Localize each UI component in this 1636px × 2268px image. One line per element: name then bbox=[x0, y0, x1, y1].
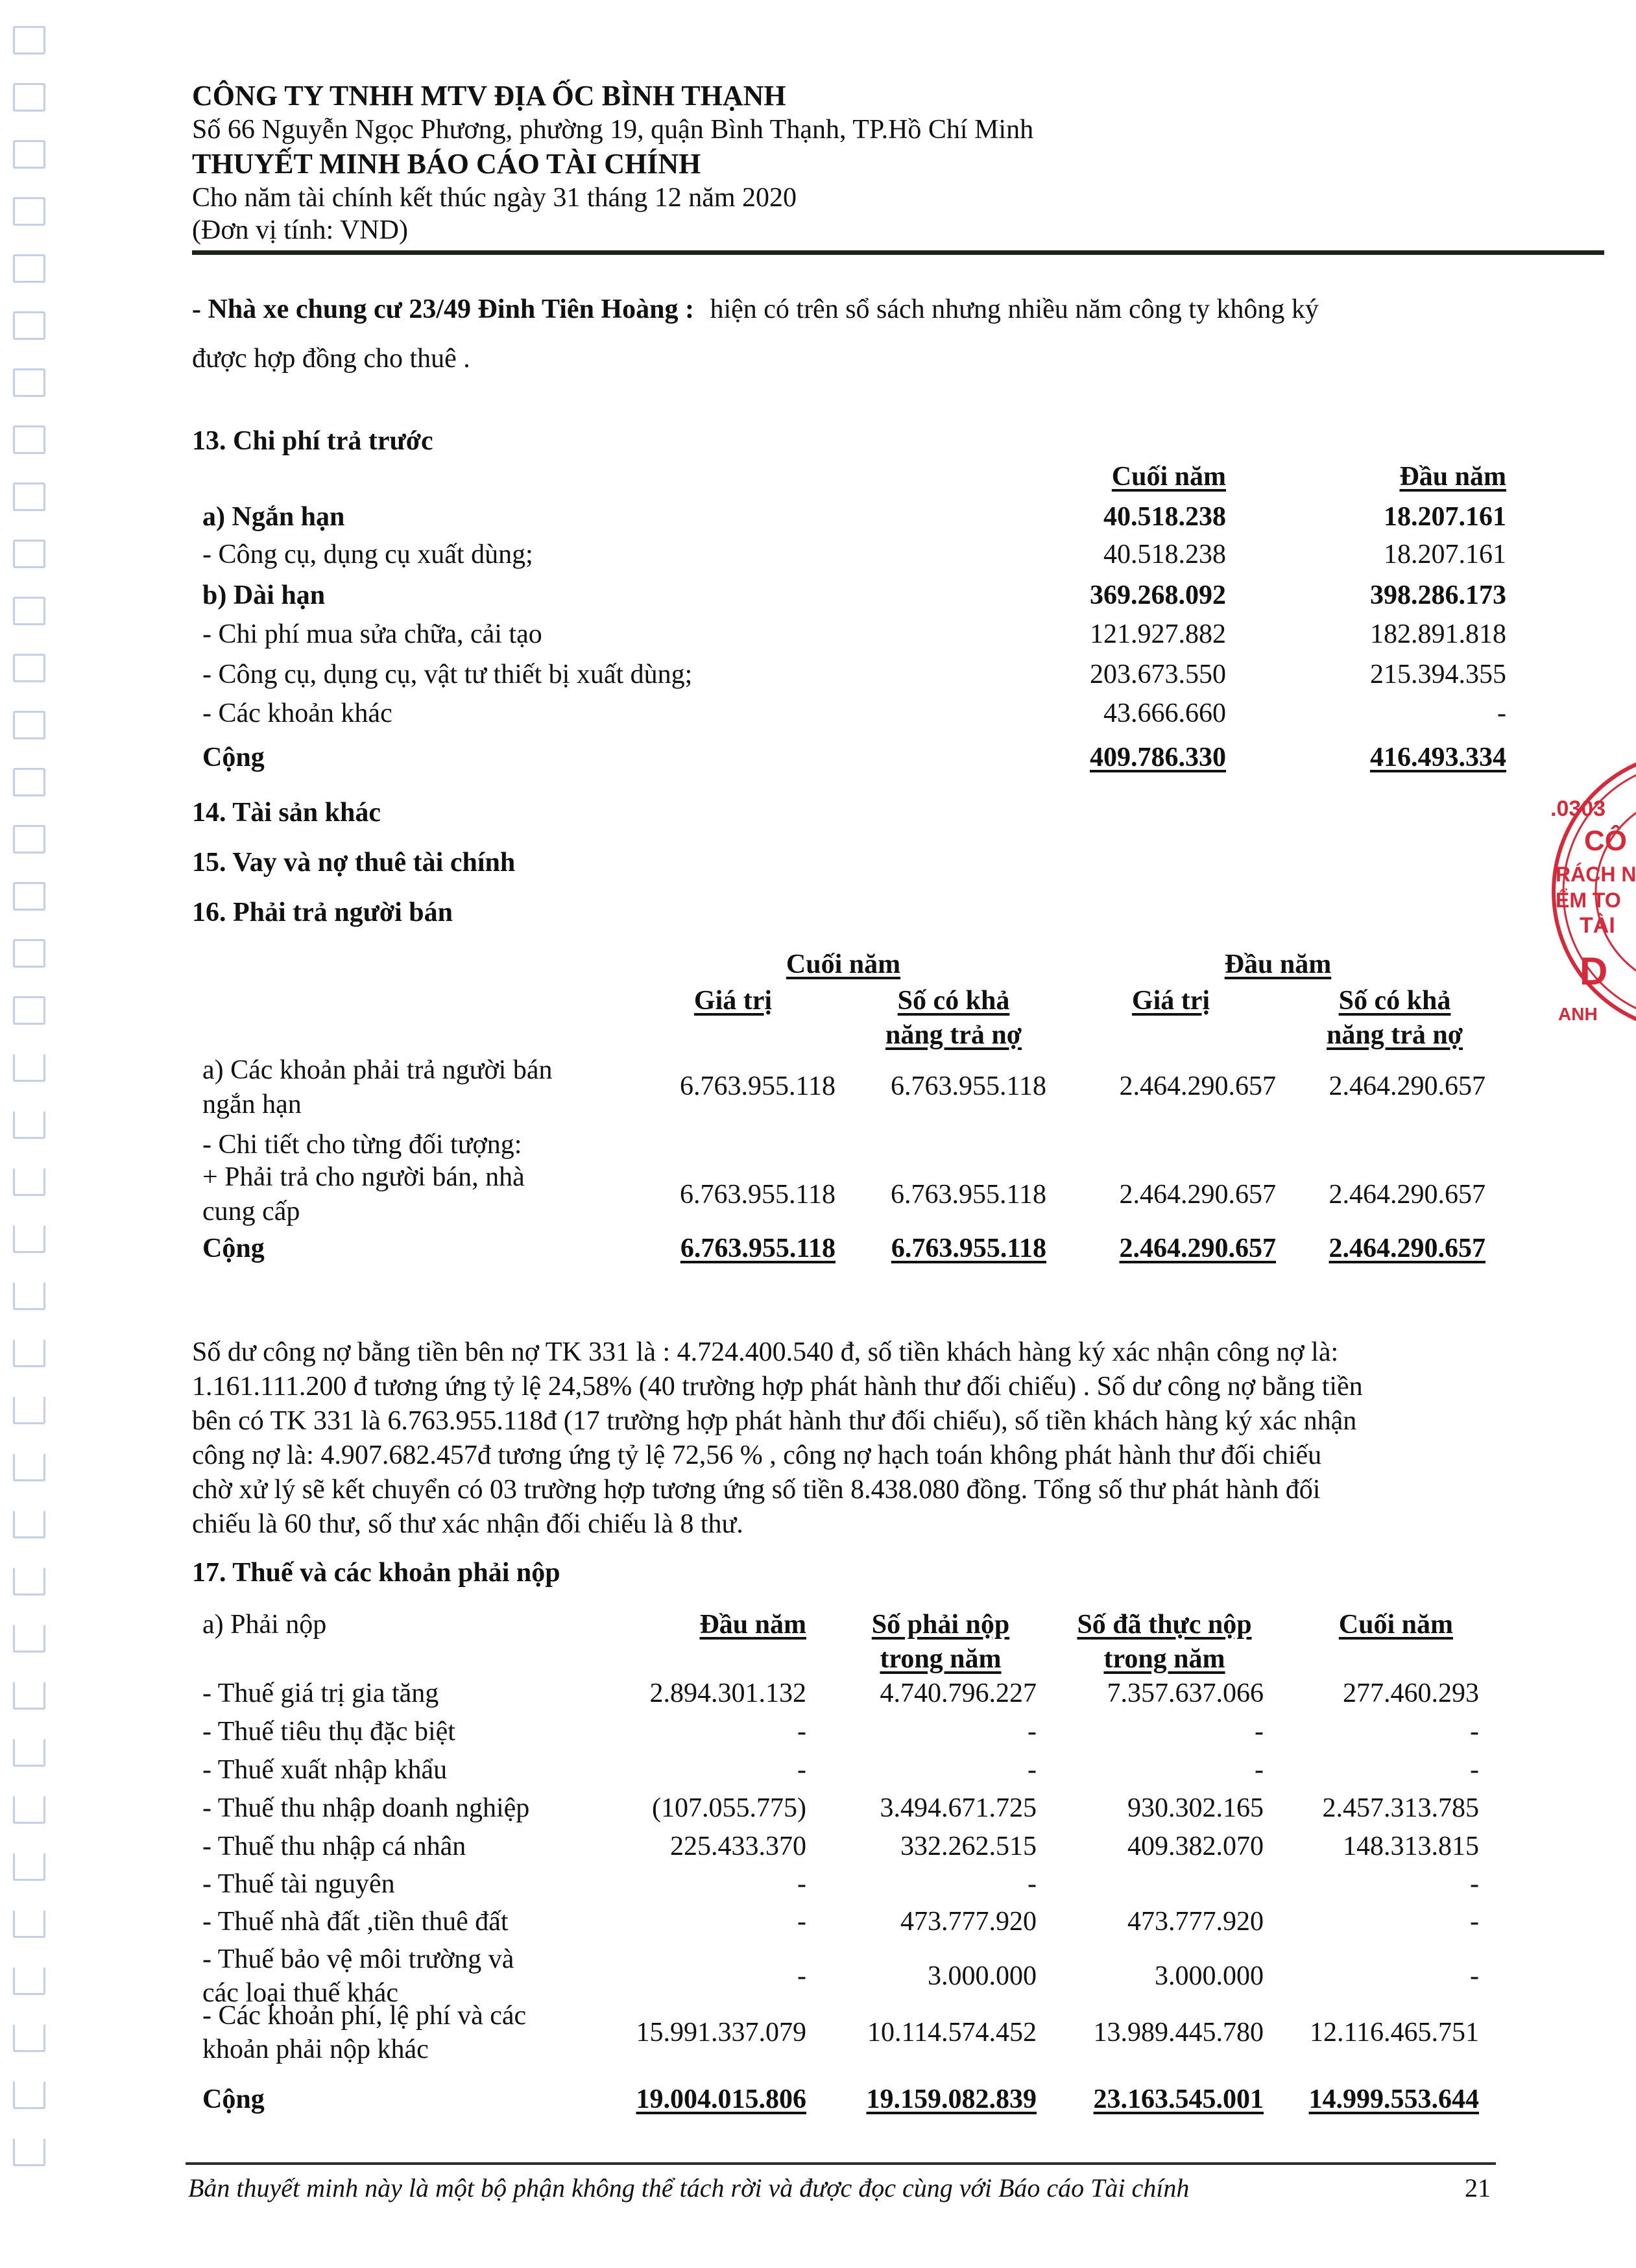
s17-col-paid-header-1: Số đã thực nộp bbox=[1077, 1610, 1252, 1640]
stamp-text-line: RÁCH N bbox=[1556, 863, 1636, 886]
report-title: THUYẾT MINH BÁO CÁO TÀI CHÍNH bbox=[192, 148, 701, 180]
s16-row-label-2: ngắn hạn bbox=[202, 1090, 302, 1119]
s17-total-label: Cộng bbox=[202, 2084, 265, 2114]
s13-row-begin-value: - bbox=[1497, 698, 1506, 728]
s17-total-value: 19.159.082.839 bbox=[866, 2084, 1037, 2114]
section-14-heading: 14. Tài sản khác bbox=[192, 798, 381, 828]
section-15-heading: 15. Vay và nợ thuê tài chính bbox=[192, 848, 516, 877]
s17-row-value: 473.777.920 bbox=[900, 1907, 1037, 1937]
s16-total-label: Cộng bbox=[202, 1234, 265, 1263]
binder-hole-icon bbox=[13, 26, 45, 54]
binder-hole-icon bbox=[13, 1681, 45, 1710]
s17-row-value: - bbox=[1028, 1755, 1037, 1785]
s17-row-value: - bbox=[1470, 1755, 1479, 1785]
binder-hole-icon bbox=[13, 1167, 45, 1196]
s16-begin-payable-header-1: Số có khả bbox=[1338, 986, 1451, 1016]
s17-row-label-1: - Thuế giá trị gia tăng bbox=[202, 1678, 439, 1708]
s16-row-label-2: cung cấp bbox=[202, 1197, 300, 1226]
binder-hole-icon bbox=[13, 1510, 45, 1538]
intro-line-2: được hợp đồng cho thuê . bbox=[192, 344, 470, 374]
s17-subheading: a) Phải nộp bbox=[202, 1610, 327, 1640]
s17-row-value: 4.740.796.227 bbox=[880, 1678, 1037, 1708]
s17-row-value: - bbox=[797, 1869, 806, 1899]
s13-row-label: a) Ngắn hạn bbox=[202, 502, 345, 532]
s17-row-value: - bbox=[1028, 1717, 1037, 1747]
note-paragraph-line: Số dư công nợ bằng tiền bên nợ TK 331 là : 4.724.400.540 đ, số tiền khách hàng ký xác nhận công nợ là: bbox=[192, 1337, 1339, 1367]
binder-hole-icon bbox=[13, 1852, 45, 1881]
binder-hole-icon bbox=[13, 1966, 45, 1995]
s16-row-value: 2.464.290.657 bbox=[1119, 1071, 1276, 1101]
header-rule bbox=[192, 250, 1604, 255]
s17-row-value: - bbox=[797, 1907, 806, 1937]
binder-hole-icon bbox=[13, 1110, 45, 1139]
stamp-text-line: ỂM TO bbox=[1556, 889, 1621, 912]
s17-row-label-1: - Thuế bảo vệ môi trường và bbox=[202, 1944, 514, 1974]
s17-row-value: - bbox=[797, 1717, 806, 1747]
note-paragraph-line: 1.161.111.200 đ tương ứng tỷ lệ 24,58% (40 trường hợp phát hành thư đối chiếu) . Số dư công nợ bằng tiền bbox=[192, 1372, 1363, 1402]
s17-row-value: 930.302.165 bbox=[1127, 1793, 1264, 1823]
s17-col-payable-header-1: Số phải nộp bbox=[871, 1610, 1010, 1640]
binder-hole-icon bbox=[13, 1909, 45, 1938]
company-name: CÔNG TY TNHH MTV ĐỊA ỐC BÌNH THẠNH bbox=[192, 80, 786, 112]
s13-row-end-value: 369.268.092 bbox=[1090, 580, 1226, 610]
s16-row-value: 6.763.955.118 bbox=[891, 1180, 1046, 1210]
binder-hole-icon bbox=[13, 311, 45, 340]
stamp-text-line: .0303 bbox=[1550, 796, 1606, 821]
s17-row-value: - bbox=[1470, 1961, 1479, 1991]
report-period: Cho năm tài chính kết thúc ngày 31 tháng 12 năm 2020 bbox=[192, 183, 797, 213]
note-paragraph-line: chiếu là 60 thư, số thư xác nhận đối chiếu là 8 thư. bbox=[192, 1509, 743, 1539]
s17-col-paid-header-2: trong năm bbox=[1103, 1644, 1225, 1674]
s13-total-begin: 416.493.334 bbox=[1370, 743, 1506, 772]
s13-total-end: 409.786.330 bbox=[1090, 743, 1226, 772]
binder-hole-icon bbox=[13, 1624, 45, 1653]
s16-row-value: 2.464.290.657 bbox=[1329, 1071, 1486, 1101]
binder-hole-icon bbox=[13, 654, 45, 682]
s16-begin-value-header: Giá trị bbox=[1131, 986, 1210, 1016]
intro-line-1-rest: hiện có trên sổ sách nhưng nhiều năm công ty không ký bbox=[710, 294, 1319, 324]
s16-end-payable-header-1: Số có khả bbox=[897, 986, 1010, 1016]
footer-rule bbox=[186, 2162, 1496, 2165]
s17-total-value: 23.163.545.001 bbox=[1093, 2084, 1264, 2114]
s16-row-label-1: - Chi tiết cho từng đối tượng: bbox=[202, 1130, 522, 1160]
s13-row-end-value: 43.666.660 bbox=[1103, 698, 1226, 728]
binder-hole-icon bbox=[13, 425, 45, 454]
s13-row-begin-value: 215.394.355 bbox=[1370, 660, 1506, 689]
s13-row-end-value: 203.673.550 bbox=[1090, 660, 1226, 689]
section-13-heading: 13. Chi phí trả trước bbox=[192, 426, 433, 456]
s13-row-begin-value: 398.286.173 bbox=[1370, 580, 1506, 610]
s17-row-value: 2.894.301.132 bbox=[649, 1678, 806, 1708]
s16-row-label-1: a) Các khoản phải trả người bán bbox=[202, 1055, 553, 1085]
s17-row-label-1: - Thuế xuất nhập khẩu bbox=[202, 1755, 448, 1785]
s16-group-end-header: Cuối năm bbox=[786, 949, 901, 979]
s17-row-value: 277.460.293 bbox=[1343, 1678, 1479, 1708]
s13-row-end-value: 40.518.238 bbox=[1103, 502, 1226, 532]
s13-total-label: Cộng bbox=[202, 743, 265, 772]
binder-hole-icon bbox=[13, 597, 45, 625]
s13-row-begin-value: 18.207.161 bbox=[1384, 540, 1506, 569]
section-17-heading: 17. Thuế và các khoản phải nộp bbox=[192, 1558, 560, 1588]
s17-row-value: - bbox=[1255, 1755, 1264, 1785]
s17-row-value: - bbox=[797, 1755, 806, 1785]
s16-row-value: 6.763.955.118 bbox=[680, 1180, 836, 1210]
s16-total-value: 6.763.955.118 bbox=[680, 1234, 836, 1263]
binder-hole-icon bbox=[13, 540, 45, 568]
binder-hole-icon bbox=[13, 1339, 45, 1367]
note-paragraph-line: công nợ là: 4.907.682.457đ tương ứng tỷ lệ 72,56 % , công nợ hạch toán không phát hành thư đối chiếu bbox=[192, 1440, 1322, 1470]
footer-note: Bản thuyết minh này là một bộ phận không thể tách rời và được đọc cùng với Báo cáo Tài chính bbox=[188, 2173, 1190, 2202]
s17-row-value: - bbox=[1255, 1717, 1264, 1747]
s13-row-begin-value: 18.207.161 bbox=[1384, 502, 1506, 532]
s17-row-label-1: - Thuế thu nhập doanh nghiệp bbox=[202, 1793, 530, 1823]
s17-row-label-1: - Thuế thu nhập cá nhân bbox=[202, 1832, 466, 1861]
s16-row-value: 6.763.955.118 bbox=[680, 1071, 836, 1101]
binder-hole-icon bbox=[13, 1738, 45, 1767]
s17-row-value: 3.000.000 bbox=[928, 1961, 1037, 1991]
s17-row-value: - bbox=[1470, 1869, 1479, 1899]
s16-total-value: 2.464.290.657 bbox=[1119, 1234, 1276, 1263]
s13-col-end-header: Cuối năm bbox=[1111, 462, 1226, 492]
s16-row-value: 2.464.290.657 bbox=[1119, 1180, 1276, 1210]
s17-row-value: 332.262.515 bbox=[900, 1832, 1037, 1861]
note-paragraph-line: bên có TK 331 là 6.763.955.118đ (17 trường hợp phát hành thư đối chiếu), số tiền khách hàng ký xác nhận bbox=[192, 1406, 1357, 1436]
s17-row-value: 13.989.445.780 bbox=[1093, 2018, 1264, 2047]
binder-hole-icon bbox=[13, 254, 45, 283]
s17-row-value: 3.000.000 bbox=[1155, 1961, 1264, 1991]
s17-col-payable-header-2: trong năm bbox=[880, 1644, 1002, 1674]
s16-total-value: 2.464.290.657 bbox=[1329, 1234, 1486, 1263]
s13-row-label: - Các khoản khác bbox=[202, 698, 392, 728]
binder-hole-icon bbox=[13, 83, 45, 112]
binder-hole-icon bbox=[13, 882, 45, 911]
company-address: Số 66 Nguyễn Ngọc Phương, phường 19, quận Bình Thạnh, TP.Hồ Chí Minh bbox=[192, 115, 1034, 145]
binder-hole-icon bbox=[13, 768, 45, 796]
s17-row-value: 409.382.070 bbox=[1127, 1832, 1264, 1861]
binder-hole-icon bbox=[13, 1224, 45, 1253]
s13-row-label: - Công cụ, dụng cụ xuất dùng; bbox=[202, 540, 533, 569]
s17-row-value: 2.457.313.785 bbox=[1322, 1793, 1479, 1823]
s13-row-end-value: 121.927.882 bbox=[1090, 619, 1226, 649]
s17-row-value: 3.494.671.725 bbox=[880, 1793, 1037, 1823]
binder-hole-icon bbox=[13, 197, 45, 226]
intro-line-1 bbox=[192, 293, 1319, 326]
s17-row-label-1: - Thuế nhà đất ,tiền thuê đất bbox=[202, 1907, 509, 1937]
binder-hole-icon bbox=[13, 939, 45, 968]
binder-hole-icon bbox=[13, 1053, 45, 1082]
currency-unit: (Đơn vị tính: VND) bbox=[192, 215, 408, 245]
s16-end-payable-header-2: năng trả nợ bbox=[885, 1020, 1022, 1050]
binder-hole-icon bbox=[13, 1282, 45, 1310]
stamp-text-line: D bbox=[1580, 949, 1608, 993]
s17-row-value: 10.114.574.452 bbox=[867, 2018, 1037, 2047]
binder-hole-icon bbox=[13, 483, 45, 511]
s17-row-value: - bbox=[1028, 1869, 1037, 1899]
s13-row-label: b) Dài hạn bbox=[202, 580, 326, 610]
s13-col-begin-header: Đầu năm bbox=[1399, 462, 1506, 492]
s17-row-value: (107.055.775) bbox=[652, 1793, 806, 1823]
s17-row-value: - bbox=[1470, 1907, 1479, 1937]
s17-row-value: 15.991.337.079 bbox=[636, 2018, 806, 2047]
s17-row-value: - bbox=[1470, 1717, 1479, 1747]
s16-row-value: 2.464.290.657 bbox=[1329, 1180, 1486, 1210]
binder-hole-icon bbox=[13, 140, 45, 169]
note-paragraph-line: chờ xử lý sẽ kết chuyển có 03 trường hợp tương ứng số tiền 8.438.080 đồng. Tổng số thư phát hành đối bbox=[192, 1475, 1321, 1505]
stamp-text-line: TÀI bbox=[1580, 913, 1615, 938]
stamp-text-line: ANH bbox=[1558, 1004, 1598, 1024]
s16-begin-payable-header-2: năng trả nợ bbox=[1327, 1020, 1463, 1050]
s16-row-value: 6.763.955.118 bbox=[891, 1071, 1046, 1101]
binder-hole-icon bbox=[13, 1396, 45, 1424]
s17-row-label-2: khoản phải nộp khác bbox=[202, 2035, 429, 2064]
s16-total-value: 6.763.955.118 bbox=[891, 1234, 1046, 1263]
s17-total-value: 19.004.015.806 bbox=[636, 2084, 806, 2114]
s17-col-begin-header: Đầu năm bbox=[699, 1610, 806, 1640]
s13-row-end-value: 40.518.238 bbox=[1103, 540, 1226, 569]
s17-row-value: 473.777.920 bbox=[1127, 1907, 1264, 1937]
section-16-heading: 16. Phải trả người bán bbox=[192, 898, 453, 927]
binder-hole-icon bbox=[13, 996, 45, 1025]
s17-row-value: - bbox=[797, 1961, 806, 1991]
binder-hole-icon bbox=[13, 2081, 45, 2109]
s17-row-value: 7.357.637.066 bbox=[1107, 1678, 1264, 1708]
s16-end-value-header: Giá trị bbox=[693, 986, 773, 1016]
s17-row-label-1: - Thuế tài nguyên bbox=[202, 1869, 395, 1899]
binder-hole-icon bbox=[13, 2023, 45, 2052]
s17-col-end-header: Cuối năm bbox=[1338, 1610, 1453, 1640]
page-number: 21 bbox=[1465, 2173, 1491, 2202]
binder-hole-icon bbox=[13, 2138, 45, 2166]
s13-row-label: - Công cụ, dụng cụ, vật tư thiết bị xuất dùng; bbox=[202, 660, 693, 689]
binder-hole-icon bbox=[13, 1453, 45, 1481]
stamp-text-line: CÔ bbox=[1584, 825, 1627, 857]
binder-hole-icon bbox=[13, 825, 45, 853]
s16-group-begin-header: Đầu năm bbox=[1224, 949, 1332, 979]
s17-row-label-2: các loại thuế khác bbox=[202, 1978, 398, 2008]
s16-row-label-1: + Phải trả cho người bán, nhà bbox=[202, 1162, 525, 1192]
s17-row-label-1: - Các khoản phí, lệ phí và các bbox=[202, 2001, 527, 2031]
binder-hole-icon bbox=[13, 1567, 45, 1595]
s17-row-value: 148.313.815 bbox=[1343, 1832, 1479, 1861]
s13-row-begin-value: 182.891.818 bbox=[1370, 619, 1506, 649]
s13-row-label: - Chi phí mua sửa chữa, cải tạo bbox=[202, 619, 542, 649]
s17-total-value: 14.999.553.644 bbox=[1308, 2084, 1479, 2114]
intro-bold-lead: - Nhà xe chung cư 23/49 Đinh Tiên Hoàng : bbox=[192, 294, 694, 324]
binder-hole-icon bbox=[13, 368, 45, 397]
s17-row-value: 12.116.465.751 bbox=[1310, 2018, 1479, 2047]
company-stamp bbox=[1544, 746, 1636, 1038]
binder-hole-icon bbox=[13, 1795, 45, 1824]
s17-row-label-1: - Thuế tiêu thụ đặc biệt bbox=[202, 1717, 455, 1747]
s17-row-value: 225.433.370 bbox=[670, 1832, 806, 1861]
binder-hole-icon bbox=[13, 711, 45, 739]
